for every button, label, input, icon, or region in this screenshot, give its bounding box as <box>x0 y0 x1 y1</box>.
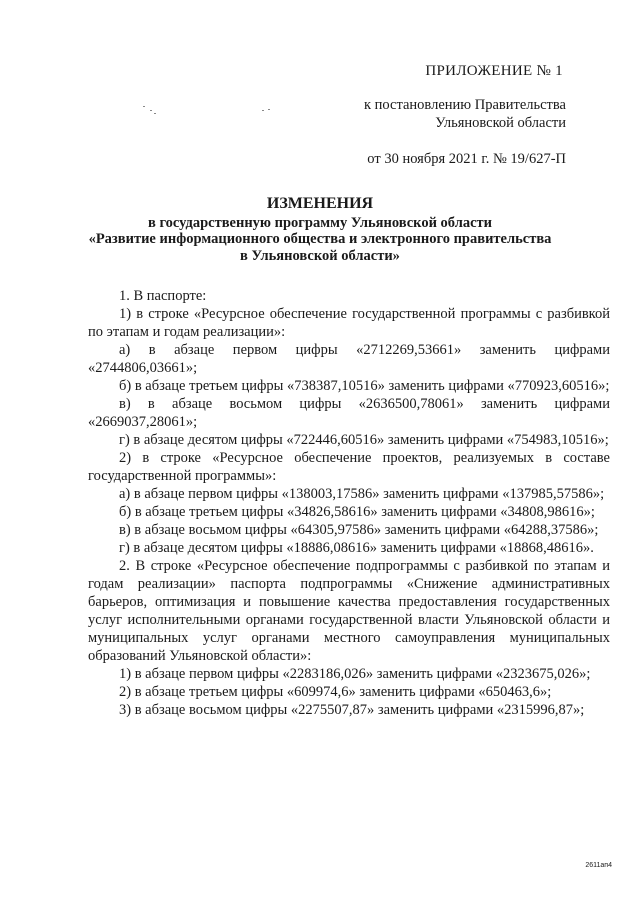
appendix-label: ПРИЛОЖЕНИЕ № 1 <box>425 63 563 79</box>
scan-speck <box>262 110 264 111</box>
paragraph-1-2: 2) в строке «Ресурсное обеспечение проектов, реализуемых в составе государственной программы»: <box>88 450 610 484</box>
resolution-date: от 30 ноября 2021 г. № 19/627-П <box>367 151 566 167</box>
title-line-2: в государственную программу Ульяновской области <box>147 214 492 231</box>
title-line-4: в Ульяновской области» <box>240 247 400 264</box>
scan-speck <box>150 110 152 111</box>
paragraph-1: 1. В паспорте: <box>119 288 207 304</box>
resolution-reference <box>364 96 566 132</box>
paragraph-1-1-g: г) в абзаце десятом цифры «722446,60516» заменить цифрами «754983,10516»; <box>119 432 609 448</box>
paragraph-2-3: 3) в абзаце восьмом цифры «2275507,87» заменить цифрами «2315996,87»; <box>119 702 585 718</box>
paragraph-2-2: 2) в абзаце третьем цифры «609974,6» заменить цифрами «650463,6»; <box>119 684 552 700</box>
paragraph-2-1: 1) в абзаце первом цифры «2283186,026» заменить цифрами «2323675,026»; <box>119 666 591 682</box>
paragraph-1-2-g: г) в абзаце десятом цифры «18886,08616» заменить цифрами «18868,48616». <box>119 540 594 556</box>
document-title <box>80 196 560 264</box>
paragraph-1-1: 1) в строке «Ресурсное обеспечение государственной программы с разбивкой по этапам и годам реализации»: <box>88 306 610 340</box>
scan-speck <box>143 106 145 107</box>
resolution-line-1: к постановлению Правительства <box>364 97 566 113</box>
title-heading: ИЗМЕНЕНИЯ <box>266 195 374 212</box>
paragraph-1-1-a: а) в абзаце первом цифры «2712269,53661» заменить цифрами «2744806,03661»; <box>88 342 610 376</box>
title-line-3: «Развитие информационного общества и электронного правительства <box>88 231 552 247</box>
paragraph-1-2-v: в) в абзаце восьмом цифры «64305,97586» заменить цифрами «64288,37586»; <box>119 522 599 538</box>
footer-code: 2611ап4 <box>585 862 612 869</box>
scan-speck <box>268 109 270 110</box>
paragraph-2: 2. В строке «Ресурсное обеспечение подпрограммы с разбивкой по этапам и годам реализации» паспорта подпрограммы «Снижение административных барьеров, оптимизация и повышение качества предоставления государственных услуг исполнительными органами государственной власти Ульяновской области и муниципальных услуг органами местного самоуправления муниципальных образований Ульяновской области»: <box>88 558 610 664</box>
document-body <box>88 287 610 719</box>
paragraph-1-2-a: а) в абзаце первом цифры «138003,17586» заменить цифрами «137985,57586»; <box>119 486 605 502</box>
paragraph-1-1-b: б) в абзаце третьем цифры «738387,10516» заменить цифрами «770923,60516»; <box>119 378 610 394</box>
scan-speck <box>154 113 156 114</box>
paragraph-1-2-b: б) в абзаце третьем цифры «34826,58616» заменить цифрами «34808,98616»; <box>119 504 595 520</box>
paragraph-1-1-v: в) в абзаце восьмом цифры «2636500,78061» заменить цифрами «2669037,28061»; <box>88 396 610 430</box>
resolution-line-2: Ульяновской области <box>435 115 566 131</box>
